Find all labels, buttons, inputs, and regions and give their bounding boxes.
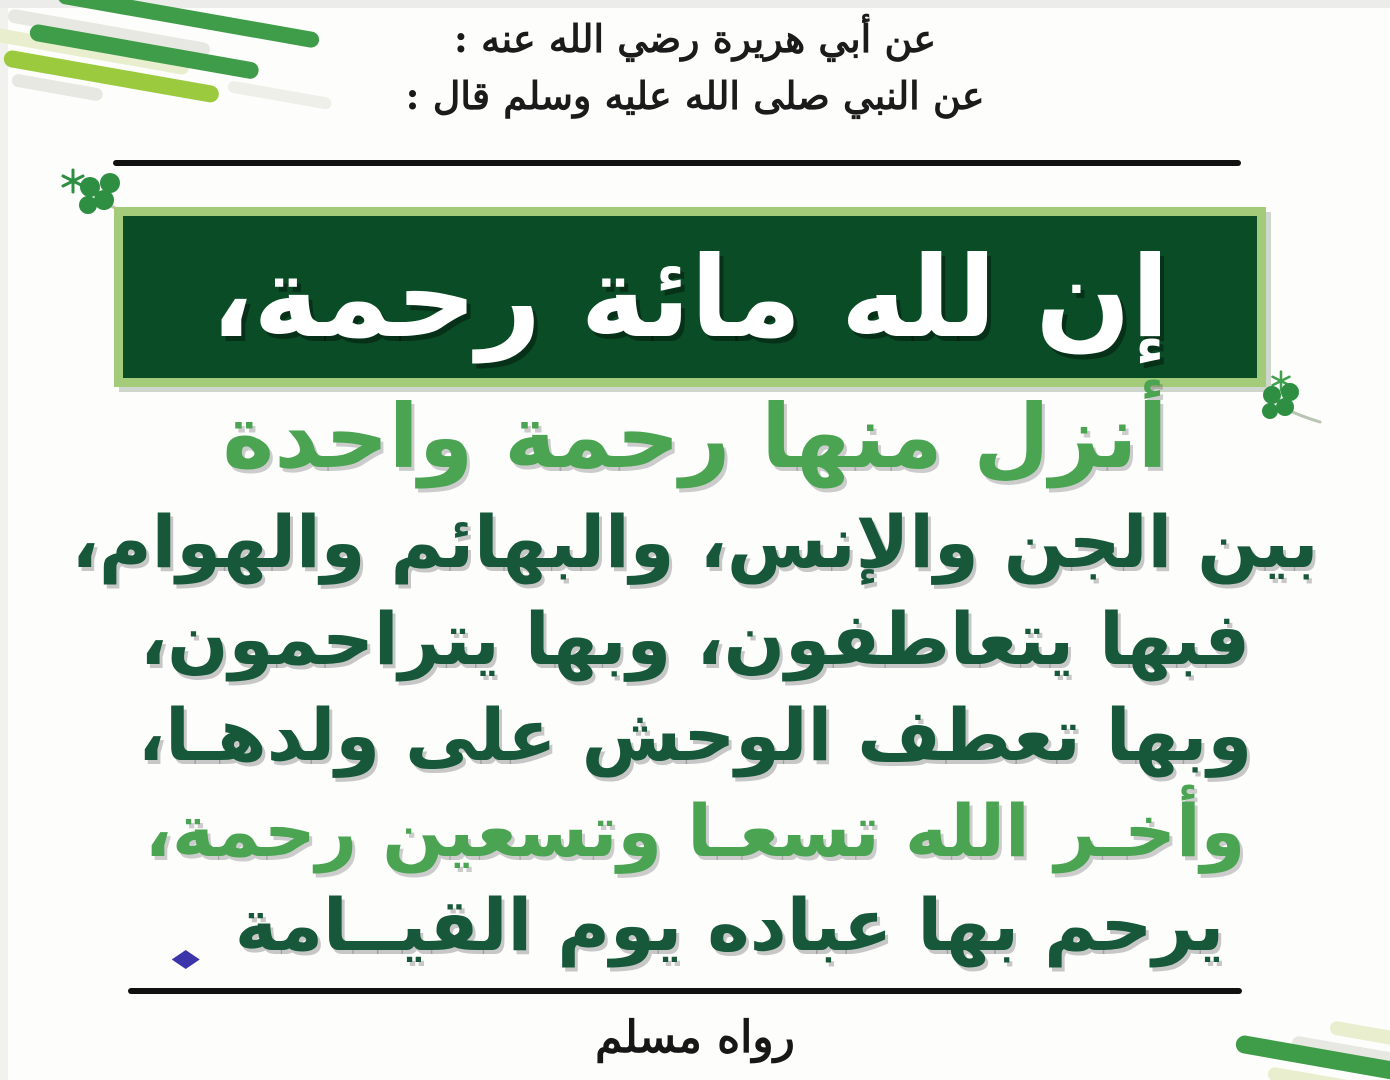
bottom-divider <box>128 988 1242 994</box>
hadith-line-6-text: يرحم بها عباده يوم القيــامة <box>234 883 1225 967</box>
hadith-line-3: فبها يتعاطفون، وبها يتراحمون، <box>139 597 1251 681</box>
hadith-banner <box>114 207 1266 387</box>
hadith-line-5: وأخـر الله تسعـا وتسعين رحمة، <box>144 789 1246 873</box>
hadith-line-6 <box>0 883 1390 977</box>
hadith-line-4: وبها تعطف الوحش على ولدهـا، <box>137 693 1253 777</box>
narrator-line: عن أبي هريرة رضي الله عنه : <box>453 16 937 61</box>
prophet-line: عن النبي صلى الله عليه وسلم قال : <box>405 73 985 118</box>
source-attribution: رواه مسلم <box>595 1012 795 1063</box>
period-diamond <box>172 950 200 969</box>
hadith-line-2: بين الجن والإنس، والبهائم والهوام، <box>71 500 1319 584</box>
hadith-line-1: أنزل منها رحمة واحدة <box>222 385 1168 488</box>
top-divider <box>113 160 1241 166</box>
banner-text: إن لله مائة رحمة، <box>210 233 1170 363</box>
attribution-block <box>0 10 1390 124</box>
